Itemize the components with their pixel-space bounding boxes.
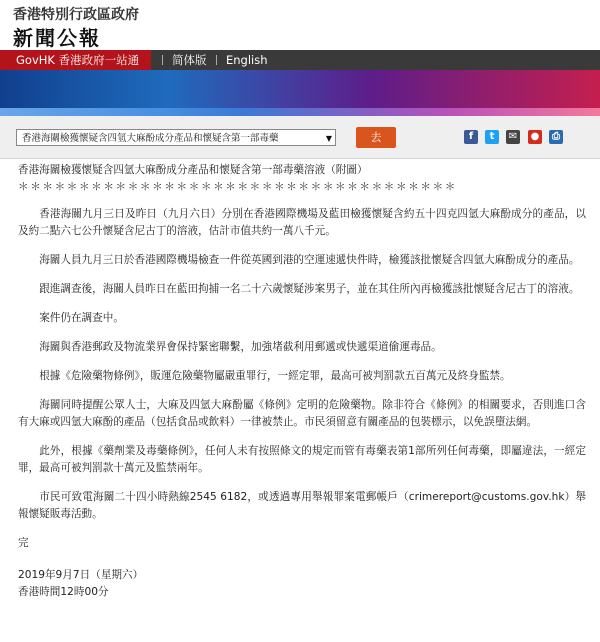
english-link[interactable]: English [226, 53, 268, 67]
publish-time: 香港時間12時00分 [18, 586, 109, 598]
govhk-link[interactable]: GovHK 香港政府一站通 [0, 50, 151, 70]
press-release-select[interactable] [16, 129, 336, 146]
paragraph-4: 案件仍在調查中。 [39, 312, 124, 324]
weibo-icon[interactable]: ● [528, 130, 542, 144]
paragraph-9: 市民可致電海關二十四小時熱線2545 6182，或透過專用舉報罪案電郵帳戶（crimereport@customs.gov.hk）舉報懷疑販毒活動。 [18, 491, 586, 520]
page-title: 新聞公報 [13, 26, 101, 50]
publish-date: 2019年9月7日（星期六） [18, 569, 144, 581]
article-title: 香港海關檢獲懷疑含四氫大麻酚成分產品和懷疑含第一部毒藥溶液（附圖） [18, 164, 368, 176]
top-navbar [0, 50, 600, 70]
article-content [18, 162, 586, 601]
paragraph-5: 海關與香港郵政及物流業界會保持緊密聯繫，加強堵截利用郵遞或快遞渠道偷運毒品。 [39, 341, 442, 353]
email-icon[interactable]: ✉ [506, 130, 520, 144]
title-underline-stars: ＊＊＊＊＊＊＊＊＊＊＊＊＊＊＊＊＊＊＊＊＊＊＊＊＊＊＊＊＊＊＊＊＊＊＊＊ [18, 181, 457, 193]
nav-divider [216, 55, 217, 65]
end-marker: 完 [18, 537, 29, 549]
government-name: 香港特別行政區政府 [13, 7, 139, 23]
go-button[interactable]: 去 [356, 127, 396, 148]
simplified-chinese-link[interactable]: 简体版 [172, 53, 207, 67]
dropdown-arrow-icon: ▼ [325, 134, 332, 143]
paragraph-8: 此外，根據《藥劑業及毒藥條例》，任何人未有按照條文的規定而管有毒藥表第1部所列任何毒藥，即屬違法，一經定罪，最高可被判罰款十萬元及監禁兩年。 [18, 445, 586, 474]
paragraph-3: 跟進調查後，海關人員昨日在藍田拘捕一名二十六歲懷疑涉案男子，並在其住所內再檢獲該批懷疑含尼古丁的溶液。 [39, 283, 580, 295]
select-value: 香港海關檢獲懷疑含四氫大麻酚成分產品和懷疑含第一部毒藥 [22, 133, 279, 144]
paragraph-7: 海關同時提醒公眾人士，大麻及四氫大麻酚屬《條例》定明的危險藥物。除非符合《條例》的相關要求，否則進口含有大麻或四氫大麻酚的產品（包括食品或飲料）一律被禁止。市民須留意有關產品的包裝標示，以免誤墮法網。 [18, 399, 586, 428]
paragraph-6: 根據《危險藥物條例》，販運危險藥物屬嚴重罪行，一經定罪，最高可被判罰款五百萬元及終身監禁。 [39, 370, 511, 382]
banner-graphic [0, 70, 600, 116]
press-release-toolbar [0, 116, 600, 159]
nav-divider [162, 55, 163, 65]
twitter-icon[interactable]: t [485, 130, 499, 144]
facebook-icon[interactable]: f [464, 130, 478, 144]
print-icon[interactable]: ⎙ [549, 130, 563, 144]
paragraph-1: 香港海關九月三日及昨日（九月六日）分別在香港國際機場及藍田檢獲懷疑含約五十四克四氫大麻酚成分的產品，以及約二點六七公升懷疑含尼古丁的溶液，估計市值共約一萬八千元。 [18, 208, 586, 237]
paragraph-2: 海關人員九月三日於香港國際機場檢查一件從英國到港的空運速遞快件時，檢獲該批懷疑含四氫大麻酚成分的產品。 [39, 254, 580, 266]
page-header [0, 0, 600, 50]
